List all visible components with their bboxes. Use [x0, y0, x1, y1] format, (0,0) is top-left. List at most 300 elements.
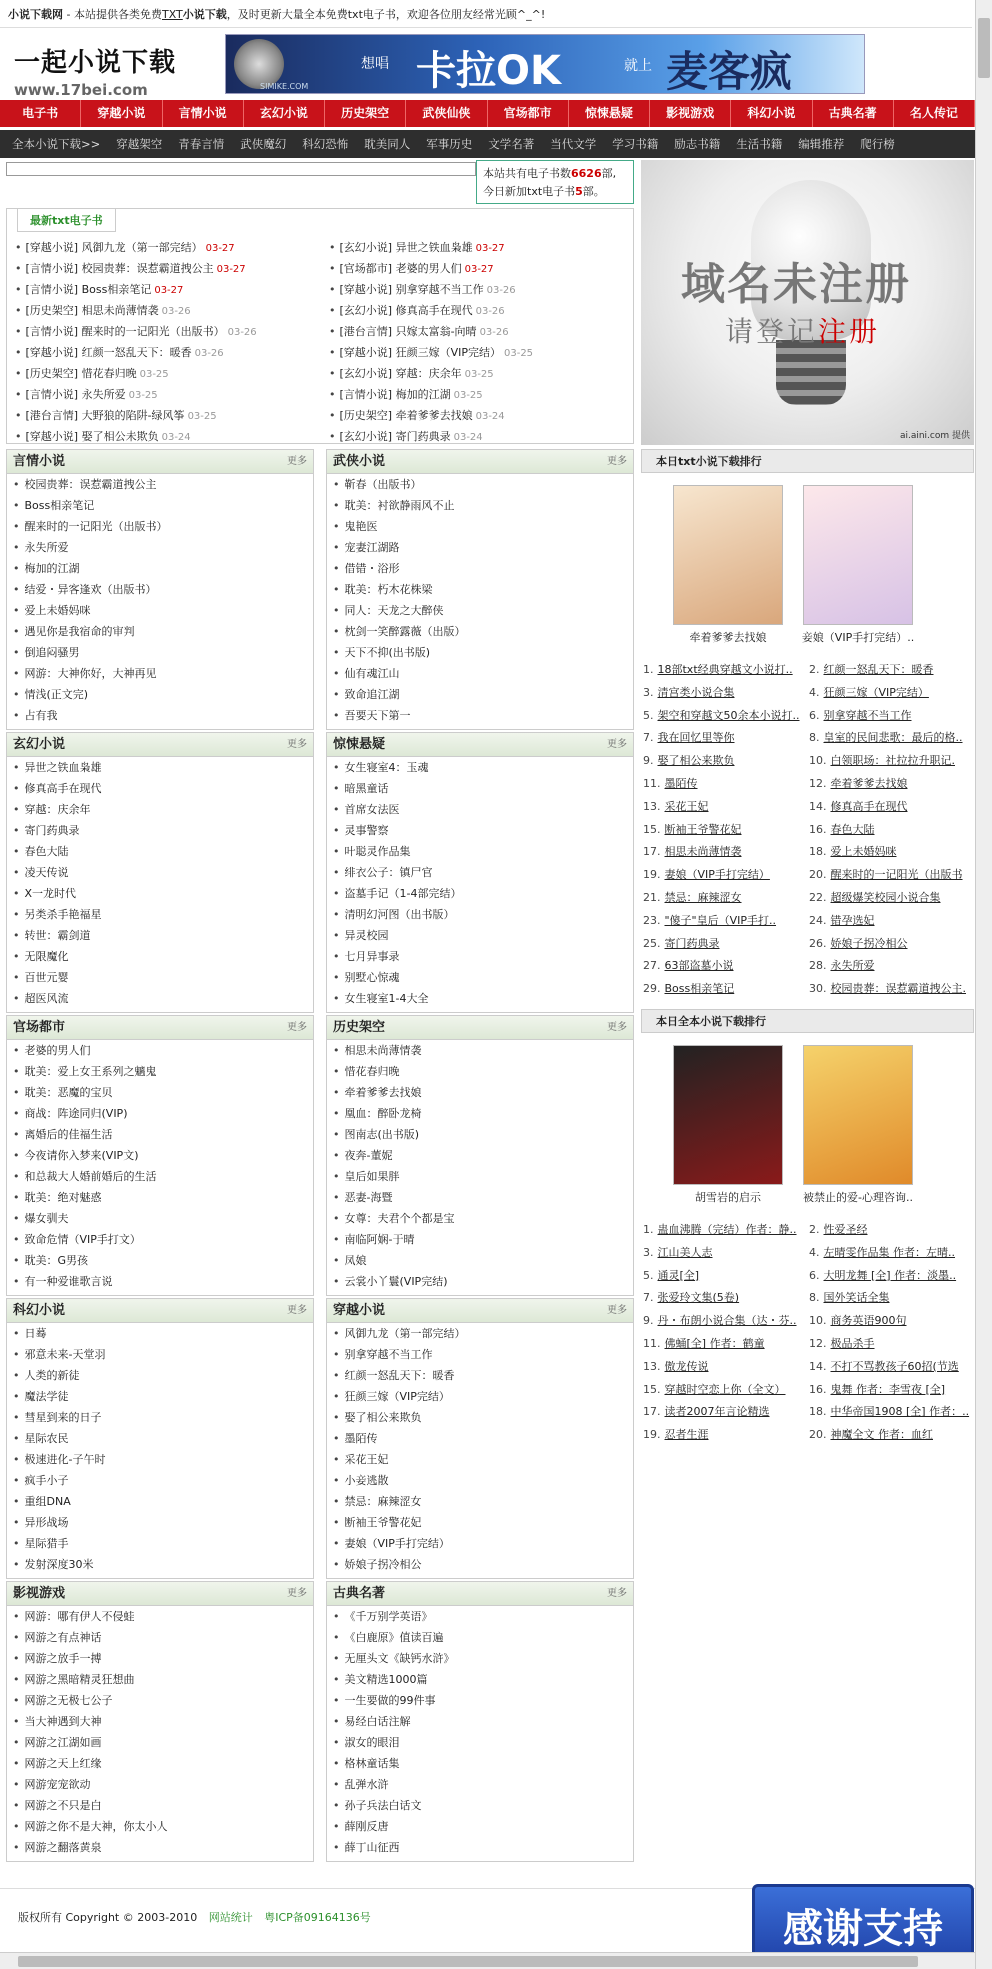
book-link[interactable]: • 无限魔化: [7, 946, 313, 967]
more-link[interactable]: 更多: [607, 739, 627, 750]
book-link[interactable]: • 遇见你是我宿命的审判: [7, 621, 313, 642]
subnav-item[interactable]: 科幻恐怖: [302, 137, 349, 151]
rank-title[interactable]: 皇室的民间悲歌：最后的格..: [823, 731, 963, 745]
rank-title[interactable]: 狂颜三嫁（VIP完结）: [823, 685, 929, 699]
latest-item-title[interactable]: [历史架空] 惜花春归晚: [25, 367, 137, 380]
book-link[interactable]: • 凌天传说: [7, 862, 313, 883]
book-link[interactable]: • 首席女法医: [327, 799, 633, 820]
book-link[interactable]: • 清明幻河图（出书版）: [327, 904, 633, 925]
rank-item[interactable]: [643, 1424, 808, 1446]
latest-item-title[interactable]: [言情小说] 永失所爱: [25, 388, 126, 401]
book-link[interactable]: • 爆女驯夫: [7, 1208, 313, 1229]
book-link[interactable]: • 叶聪灵作品集: [327, 841, 633, 862]
top-txt-link[interactable]: TXT: [161, 8, 183, 21]
rank-title[interactable]: 江山美人志: [657, 1245, 713, 1259]
rank-item[interactable]: [643, 750, 808, 772]
rank-title[interactable]: 断袖王爷警花妃: [664, 822, 742, 836]
book-link[interactable]: • 彗星到来的日子: [7, 1407, 313, 1428]
book-link[interactable]: • 网游之有点神话: [7, 1627, 313, 1648]
book-link[interactable]: • 耽美：衬欲静雨风不止: [327, 495, 633, 516]
book-link[interactable]: • 恶妻-海暨: [327, 1187, 633, 1208]
nav-item[interactable]: 古典名著: [813, 100, 894, 127]
rank-item[interactable]: [643, 1287, 808, 1309]
nav-item[interactable]: 名人传记: [894, 100, 975, 127]
rank-item[interactable]: [809, 1242, 974, 1264]
nav-item[interactable]: 历史架空: [325, 100, 406, 127]
rank-title[interactable]: 修真高手在现代: [830, 799, 908, 813]
rank-title[interactable]: 永失所爱: [830, 959, 875, 973]
latest-item[interactable]: [11, 237, 311, 258]
book-link[interactable]: • 狂颜三嫁（VIP完结）: [327, 1386, 633, 1407]
rank-title[interactable]: 商务英语900句: [830, 1314, 907, 1328]
rank-item[interactable]: [809, 682, 974, 704]
book-link[interactable]: • 爱上未婚妈咪: [7, 600, 313, 621]
book-link[interactable]: • 暗黑童话: [327, 778, 633, 799]
more-link[interactable]: 更多: [607, 1305, 627, 1316]
latest-item[interactable]: [325, 426, 625, 447]
book-link[interactable]: • Boss相亲笔记: [7, 495, 313, 516]
latest-item[interactable]: [11, 342, 311, 363]
book-link[interactable]: • 耽美：朽木花株梁: [327, 579, 633, 600]
rank-title[interactable]: 大明龙舞 [全] 作者：淡墨..: [823, 1268, 957, 1282]
book-link[interactable]: • 结爱・异客逢欢（出版书）: [7, 579, 313, 600]
rank-item[interactable]: [643, 864, 808, 886]
rank-item[interactable]: [643, 1310, 808, 1332]
book-link[interactable]: • 耽美：爱上女王系列之魑鬼: [7, 1061, 313, 1082]
rank-item[interactable]: [643, 1401, 808, 1423]
book-link[interactable]: • 星际农民: [7, 1428, 313, 1449]
book-link[interactable]: • 耽美：G男孩: [7, 1250, 313, 1271]
rank-item[interactable]: [643, 819, 808, 841]
rank-title[interactable]: Boss相亲笔记: [664, 982, 735, 996]
more-link[interactable]: 更多: [607, 456, 627, 467]
latest-item-title[interactable]: [言情小说] 校园贵葬：误惹霸道拽公主: [25, 262, 214, 275]
book-link[interactable]: • 有一种爱谁歌言说: [7, 1271, 313, 1292]
book-link[interactable]: • 墨陌传: [327, 1428, 633, 1449]
latest-item-title[interactable]: [穿越小说] 红颜一怒乱天下：暖香: [25, 346, 192, 359]
book-link[interactable]: • 当大神遇到大神: [7, 1711, 313, 1732]
rank-item[interactable]: [643, 1379, 808, 1401]
book-link[interactable]: • 醒来时的一记阳光（出版书）: [7, 516, 313, 537]
book-link[interactable]: • 娶了相公来欺负: [327, 1407, 633, 1428]
cover-image[interactable]: [673, 485, 783, 625]
rank-item[interactable]: [809, 659, 974, 681]
nav-item[interactable]: 玄幻小说: [244, 100, 325, 127]
cover-caption[interactable]: 牵着爹爹去找娘: [689, 631, 767, 644]
cover-image[interactable]: [803, 485, 913, 625]
book-link[interactable]: • 女尊：夫君个个都是宝: [327, 1208, 633, 1229]
rank-title[interactable]: 别拿穿越不当工作: [823, 708, 912, 722]
cover-image[interactable]: [673, 1045, 783, 1185]
book-link[interactable]: • 靳春（出版书）: [327, 474, 633, 495]
rank-title[interactable]: 白领职场：社拉拉升职记.: [830, 754, 955, 768]
rank-title[interactable]: 张爱玲文集(5卷): [657, 1291, 740, 1305]
cover-caption[interactable]: 被禁止的爱-心理咨询..: [803, 1191, 913, 1204]
ad-banner[interactable]: [225, 34, 865, 94]
rank-item[interactable]: [809, 978, 974, 1000]
book-link[interactable]: • 格林童话集: [327, 1753, 633, 1774]
book-link[interactable]: • 皇后如果胖: [327, 1166, 633, 1187]
rank-item[interactable]: [643, 659, 808, 681]
book-link[interactable]: • 娇娘子拐冷相公: [327, 1554, 633, 1575]
book-link[interactable]: • 梅加的江湖: [7, 558, 313, 579]
book-link[interactable]: • 老婆的男人们: [7, 1040, 313, 1061]
rank-title[interactable]: 娶了相公来欺负: [657, 754, 735, 768]
rank-title[interactable]: 超级爆笑校园小说合集: [830, 891, 941, 904]
rank-title[interactable]: 国外笑话全集: [823, 1291, 890, 1305]
icp-link[interactable]: 粤ICP备09164136号: [264, 1911, 371, 1924]
subnav-item[interactable]: 武侠魔幻: [240, 137, 287, 151]
book-link[interactable]: • 永失所爱: [7, 537, 313, 558]
rank-item[interactable]: [809, 1379, 974, 1401]
book-link[interactable]: • 百世元婴: [7, 967, 313, 988]
book-link[interactable]: • 和总裁大人婚前婚后的生活: [7, 1166, 313, 1187]
more-link[interactable]: 更多: [607, 1022, 627, 1033]
rank-item[interactable]: [643, 773, 808, 795]
book-link[interactable]: • 红颜一怒乱天下：暖香: [327, 1365, 633, 1386]
rank-item[interactable]: [643, 796, 808, 818]
rank-item[interactable]: [809, 750, 974, 772]
latest-item[interactable]: [11, 321, 311, 342]
book-link[interactable]: • 凤娘: [327, 1250, 633, 1271]
rank-item[interactable]: [809, 727, 974, 749]
nav-item[interactable]: 穿越小说: [81, 100, 162, 127]
site-name[interactable]: 小说下载网: [8, 8, 63, 21]
nav-item[interactable]: 武侠仙侠: [406, 100, 487, 127]
book-link[interactable]: • 网游之放手一搏: [7, 1648, 313, 1669]
book-link[interactable]: • 凰血：醉卧龙椅: [327, 1103, 633, 1124]
rank-item[interactable]: [643, 1333, 808, 1355]
stats-link[interactable]: 网站统计: [208, 1911, 253, 1924]
latest-item-title[interactable]: [玄幻小说] 修真高手在现代: [339, 304, 473, 317]
latest-item-title[interactable]: [玄幻小说] 穿越：庆余年: [339, 367, 462, 380]
book-link[interactable]: • 盗墓手记（1-4部完结）: [327, 883, 633, 904]
subnav-item[interactable]: 当代文学: [550, 137, 597, 151]
rank-item[interactable]: [809, 819, 974, 841]
book-link[interactable]: • 致命危情（VIP手打文）: [7, 1229, 313, 1250]
latest-item-title[interactable]: [穿越小说] 狂颜三嫁（VIP完结）: [339, 346, 501, 359]
subnav-item[interactable]: 文学名著: [488, 137, 535, 151]
rank-title[interactable]: 相思未尚薄情袭: [664, 845, 742, 859]
book-link[interactable]: • 异形战场: [7, 1512, 313, 1533]
latest-item[interactable]: [325, 279, 625, 300]
book-link[interactable]: • 《白鹿原》值读百遍: [327, 1627, 633, 1648]
rank-title[interactable]: 我在回忆里等你: [657, 731, 735, 745]
book-link[interactable]: • 天下不抑(出书版): [327, 642, 633, 663]
more-link[interactable]: 更多: [287, 1022, 307, 1033]
rank-item[interactable]: [809, 933, 974, 955]
latest-item[interactable]: [325, 300, 625, 321]
book-link[interactable]: • 采花王妃: [327, 1449, 633, 1470]
latest-item-title[interactable]: [言情小说] Boss相亲笔记: [25, 283, 152, 296]
book-link[interactable]: • 图南志(出书版): [327, 1124, 633, 1145]
book-link[interactable]: • 淑女的眼泪: [327, 1732, 633, 1753]
book-link[interactable]: • 女生寝室4：玉魂: [327, 757, 633, 778]
nav-item[interactable]: 官场都市: [488, 100, 569, 127]
rank-title[interactable]: 忍者生涯: [664, 1428, 709, 1442]
rank-title[interactable]: 错孕选妃: [830, 913, 875, 927]
book-link[interactable]: • 惜花春归晚: [327, 1061, 633, 1082]
book-link[interactable]: • 日蓦: [7, 1323, 313, 1344]
book-link[interactable]: • 倒追闷骚男: [7, 642, 313, 663]
book-link[interactable]: • 宠妻江湖路: [327, 537, 633, 558]
rank-item[interactable]: [809, 1219, 974, 1241]
book-link[interactable]: • 网游之翻落黄泉: [7, 1837, 313, 1858]
book-link[interactable]: • 网游之无极七公子: [7, 1690, 313, 1711]
thanks-badge[interactable]: 感谢支持: [752, 1884, 974, 1969]
latest-item[interactable]: [325, 363, 625, 384]
book-link[interactable]: • 转世：霸剑道: [7, 925, 313, 946]
latest-item[interactable]: [325, 384, 625, 405]
book-link[interactable]: • 另类杀手艳福星: [7, 904, 313, 925]
book-link[interactable]: • 薛刚反唐: [327, 1816, 633, 1837]
more-link[interactable]: 更多: [607, 1588, 627, 1599]
book-link[interactable]: • 乱弹水浒: [327, 1774, 633, 1795]
book-link[interactable]: • 同人：天龙之大醉侠: [327, 600, 633, 621]
book-link[interactable]: • 占有我: [7, 705, 313, 726]
book-link[interactable]: • 人类的新徒: [7, 1365, 313, 1386]
latest-item[interactable]: [11, 384, 311, 405]
rank-title[interactable]: 中华帝国1908 [全] 作者：..: [830, 1405, 970, 1419]
rank-item[interactable]: [809, 1401, 974, 1423]
subnav-item[interactable]: 学习书籍: [612, 137, 659, 151]
rank-title[interactable]: 63部盗墓小说: [664, 959, 734, 973]
rank-item[interactable]: [809, 1265, 974, 1287]
book-link[interactable]: • 借错・浴形: [327, 558, 633, 579]
book-link[interactable]: • 无厘头文《缺钙水浒》: [327, 1648, 633, 1669]
book-link[interactable]: • 云裳小丫鬟(VIP完结): [327, 1271, 633, 1292]
rank-title[interactable]: 极品杀手: [830, 1337, 875, 1350]
rank-title[interactable]: 寄门药典录: [664, 936, 720, 950]
book-link[interactable]: • 网游：哪有伊人不侵蛙: [7, 1606, 313, 1627]
latest-item-title[interactable]: [港台言情] 只嫁太富翁-向晴: [339, 325, 477, 338]
latest-item-title[interactable]: [言情小说] 梅加的江湖: [339, 388, 451, 401]
rank-item[interactable]: [809, 1310, 974, 1332]
book-link[interactable]: • 情浅(正文完): [7, 684, 313, 705]
rank-item[interactable]: [643, 1219, 808, 1241]
search-input[interactable]: [6, 162, 476, 176]
rank-title[interactable]: 佛蛹[全] 作者：鹤童: [664, 1337, 765, 1350]
rank-item[interactable]: [809, 1356, 974, 1378]
rank-item[interactable]: [643, 727, 808, 749]
latest-item[interactable]: [11, 258, 311, 279]
book-link[interactable]: • 异灵校园: [327, 925, 633, 946]
scroll-thumb[interactable]: [978, 18, 990, 78]
latest-item[interactable]: [325, 258, 625, 279]
subnav-item[interactable]: 爬行榜: [860, 137, 895, 151]
domain-ad[interactable]: [641, 160, 974, 445]
latest-item[interactable]: [325, 405, 625, 426]
subnav-item[interactable]: 励志书籍: [674, 137, 721, 151]
book-link[interactable]: • 鬼艳医: [327, 516, 633, 537]
book-link[interactable]: • 妻娘（VIP手打完结）: [327, 1533, 633, 1554]
subnav-item[interactable]: 军事历史: [426, 137, 473, 151]
latest-item-title[interactable]: [穿越小说] 娶了相公未欺负: [25, 430, 159, 443]
book-link[interactable]: • 星际猎手: [7, 1533, 313, 1554]
rank-title[interactable]: 鬼舞 作者：李雪夜 [全]: [830, 1382, 946, 1396]
book-link[interactable]: • 耽美：恶魔的宝贝: [7, 1082, 313, 1103]
book-link[interactable]: • 七月异事录: [327, 946, 633, 967]
rank-item[interactable]: [809, 1287, 974, 1309]
rank-item[interactable]: [809, 864, 974, 886]
rank-title[interactable]: 清宫类小说合集: [657, 685, 735, 699]
rank-title[interactable]: 妻娘（VIP手打完结）: [664, 868, 770, 882]
book-link[interactable]: • 网游：大神你好，大神再见: [7, 663, 313, 684]
latest-item-title[interactable]: [言情小说] 醒来时的一记阳光（出版书）: [25, 325, 225, 338]
rank-item[interactable]: [809, 1333, 974, 1355]
latest-item-title[interactable]: [穿越小说] 风御九龙（第一部完结）: [25, 241, 203, 254]
book-link[interactable]: • 别拿穿越不当工作: [327, 1344, 633, 1365]
rank-title[interactable]: 左晴雯作品集 作者：左晴..: [823, 1245, 955, 1259]
rank-title[interactable]: 采花王妃: [664, 799, 709, 813]
book-link[interactable]: • 断袖王爷警花妃: [327, 1512, 633, 1533]
rank-title[interactable]: 丹・布朗小说合集（达・芬..: [657, 1314, 797, 1328]
rank-item[interactable]: [809, 1424, 974, 1446]
rank-item[interactable]: [643, 887, 808, 909]
book-link[interactable]: • 异世之铁血枭雄: [7, 757, 313, 778]
book-link[interactable]: • 一生要做的99件事: [327, 1690, 633, 1711]
cover-caption[interactable]: 胡雪岩的启示: [695, 1191, 761, 1204]
book-link[interactable]: • 耽美：绝对魅惑: [7, 1187, 313, 1208]
rank-title[interactable]: 性爱圣经: [823, 1223, 868, 1236]
book-link[interactable]: • 风御九龙（第一部完结）: [327, 1323, 633, 1344]
more-link[interactable]: 更多: [287, 456, 307, 467]
horizontal-scrollbar[interactable]: [0, 1952, 975, 1969]
book-link[interactable]: • 禁忌：麻辣涩女: [327, 1491, 633, 1512]
cover-caption[interactable]: 妾娘（VIP手打完结）..: [801, 631, 915, 644]
latest-item-title[interactable]: [穿越小说] 别拿穿越不当工作: [339, 283, 484, 296]
latest-item-title[interactable]: [官场都市] 老婆的男人们: [339, 262, 462, 275]
rank-title[interactable]: 校园贵葬：误惹霸道拽公主.: [830, 982, 966, 996]
latest-item[interactable]: [325, 342, 625, 363]
book-link[interactable]: • 网游之不只是白: [7, 1795, 313, 1816]
book-link[interactable]: • 薛丁山征西: [327, 1837, 633, 1858]
book-link[interactable]: • 绯衣公子：镇尸官: [327, 862, 633, 883]
rank-item[interactable]: [809, 841, 974, 863]
book-link[interactable]: • 邪意未来-天堂羽: [7, 1344, 313, 1365]
rank-title[interactable]: 神魔全文 作者：血红: [830, 1428, 933, 1442]
book-link[interactable]: • 牵着爹爹去找娘: [327, 1082, 633, 1103]
subnav-item[interactable]: 编辑推荐: [798, 137, 845, 151]
book-link[interactable]: • 今夜请你入梦来(VIP文): [7, 1145, 313, 1166]
rank-title[interactable]: 傲龙传说: [664, 1359, 709, 1373]
nav-item[interactable]: 电子书: [0, 100, 81, 127]
rank-item[interactable]: [643, 841, 808, 863]
book-link[interactable]: • 网游之江湖如画: [7, 1732, 313, 1753]
subnav-item[interactable]: 生活书籍: [736, 137, 783, 151]
rank-item[interactable]: [809, 705, 974, 727]
book-link[interactable]: • 极速进化-子午时: [7, 1449, 313, 1470]
site-logo[interactable]: [14, 42, 194, 99]
book-link[interactable]: • 修真高手在现代: [7, 778, 313, 799]
rank-item[interactable]: [643, 910, 808, 932]
rank-title[interactable]: 红颜一怒乱天下：暖香: [823, 663, 934, 676]
rank-item[interactable]: [809, 887, 974, 909]
book-link[interactable]: • 美文精选1000篇: [327, 1669, 633, 1690]
book-link[interactable]: • 仙有魂江山: [327, 663, 633, 684]
rank-title[interactable]: 禁忌：麻辣涩女: [664, 891, 742, 904]
scroll-thumb[interactable]: [18, 1956, 918, 1967]
rank-item[interactable]: [643, 1356, 808, 1378]
latest-item-title[interactable]: [历史架空] 相思未尚薄情袭: [25, 304, 159, 317]
book-link[interactable]: • 致命追江湖: [327, 684, 633, 705]
book-link[interactable]: • X一龙时代: [7, 883, 313, 904]
book-link[interactable]: • 小妾逃散: [327, 1470, 633, 1491]
book-link[interactable]: • 灵事警察: [327, 820, 633, 841]
book-link[interactable]: • 校园贵葬：误惹霸道拽公主: [7, 474, 313, 495]
book-link[interactable]: • 相思未尚薄情袭: [327, 1040, 633, 1061]
rank-item[interactable]: [643, 705, 808, 727]
rank-item[interactable]: [643, 682, 808, 704]
book-link[interactable]: • 重组DNA: [7, 1491, 313, 1512]
more-link[interactable]: 更多: [287, 1305, 307, 1316]
rank-item[interactable]: [643, 978, 808, 1000]
nav-item[interactable]: 影视游戏: [650, 100, 731, 127]
rank-item[interactable]: [809, 773, 974, 795]
rank-item[interactable]: [809, 955, 974, 977]
rank-title[interactable]: 穿越时空恋上你（全文）: [664, 1382, 786, 1396]
book-link[interactable]: • 易经白话注解: [327, 1711, 633, 1732]
nav-item[interactable]: 惊悚悬疑: [569, 100, 650, 127]
book-link[interactable]: • 南临阿娴-于晴: [327, 1229, 633, 1250]
book-link[interactable]: • 春色大陆: [7, 841, 313, 862]
book-link[interactable]: • 吾要天下第一: [327, 705, 633, 726]
latest-item[interactable]: [11, 279, 311, 300]
latest-item-title[interactable]: [历史架空] 牵着爹爹去找娘: [339, 409, 473, 422]
book-link[interactable]: • 《千万别学英语》: [327, 1606, 633, 1627]
rank-title[interactable]: 牵着爹爹去找娘: [830, 777, 908, 790]
rank-item[interactable]: [643, 933, 808, 955]
book-link[interactable]: • 夜奔-董妮: [327, 1145, 633, 1166]
book-link[interactable]: • 枕剑一笑醉露薇（出版）: [327, 621, 633, 642]
subnav-item[interactable]: 全本小说下载>>: [12, 137, 101, 151]
book-link[interactable]: • 超医风流: [7, 988, 313, 1009]
rank-title[interactable]: 春色大陆: [830, 822, 875, 836]
rank-title[interactable]: 读者2007年言论精选: [664, 1405, 770, 1419]
book-link[interactable]: • 孙子兵法白话文: [327, 1795, 633, 1816]
vertical-scrollbar[interactable]: [975, 0, 992, 1969]
book-link[interactable]: • 别墅心惊魂: [327, 967, 633, 988]
subnav-item[interactable]: 青春言情: [178, 137, 225, 151]
more-link[interactable]: 更多: [287, 1588, 307, 1599]
rank-item[interactable]: [809, 796, 974, 818]
cover-image[interactable]: [803, 1045, 913, 1185]
subnav-item[interactable]: 穿越架空: [116, 137, 163, 151]
book-link[interactable]: • 发射深度30米: [7, 1554, 313, 1575]
rank-title[interactable]: 爱上未婚妈咪: [830, 845, 897, 859]
rank-title[interactable]: 墨陌传: [664, 777, 698, 790]
rank-title[interactable]: 不打不骂教孩子60招(节选: [830, 1359, 959, 1373]
latest-item[interactable]: [11, 426, 311, 447]
rank-title[interactable]: 娇娘子拐冷相公: [830, 936, 908, 950]
book-link[interactable]: • 魔法学徒: [7, 1386, 313, 1407]
book-link[interactable]: • 网游之黑暗精灵狂想曲: [7, 1669, 313, 1690]
subnav-item[interactable]: 耽美同人: [364, 137, 411, 151]
book-link[interactable]: • 商战：阵途同归(VIP): [7, 1103, 313, 1124]
latest-item[interactable]: [325, 321, 625, 342]
nav-item[interactable]: 科幻小说: [731, 100, 812, 127]
rank-title[interactable]: 通灵[全]: [657, 1268, 700, 1282]
rank-title[interactable]: 蛊血沸腾（完结）作者：静..: [657, 1223, 797, 1236]
rank-title[interactable]: 18部txt经典穿越文小说打..: [657, 663, 793, 676]
more-link[interactable]: 更多: [287, 739, 307, 750]
book-link[interactable]: • 穿越：庆余年: [7, 799, 313, 820]
book-link[interactable]: • 网游之你不是大神，你太小人: [7, 1816, 313, 1837]
latest-item[interactable]: [11, 405, 311, 426]
book-link[interactable]: • 女生寝室1-4大全: [327, 988, 633, 1009]
rank-item[interactable]: [643, 1265, 808, 1287]
latest-item-title[interactable]: [玄幻小说] 异世之铁血枭雄: [339, 241, 473, 254]
